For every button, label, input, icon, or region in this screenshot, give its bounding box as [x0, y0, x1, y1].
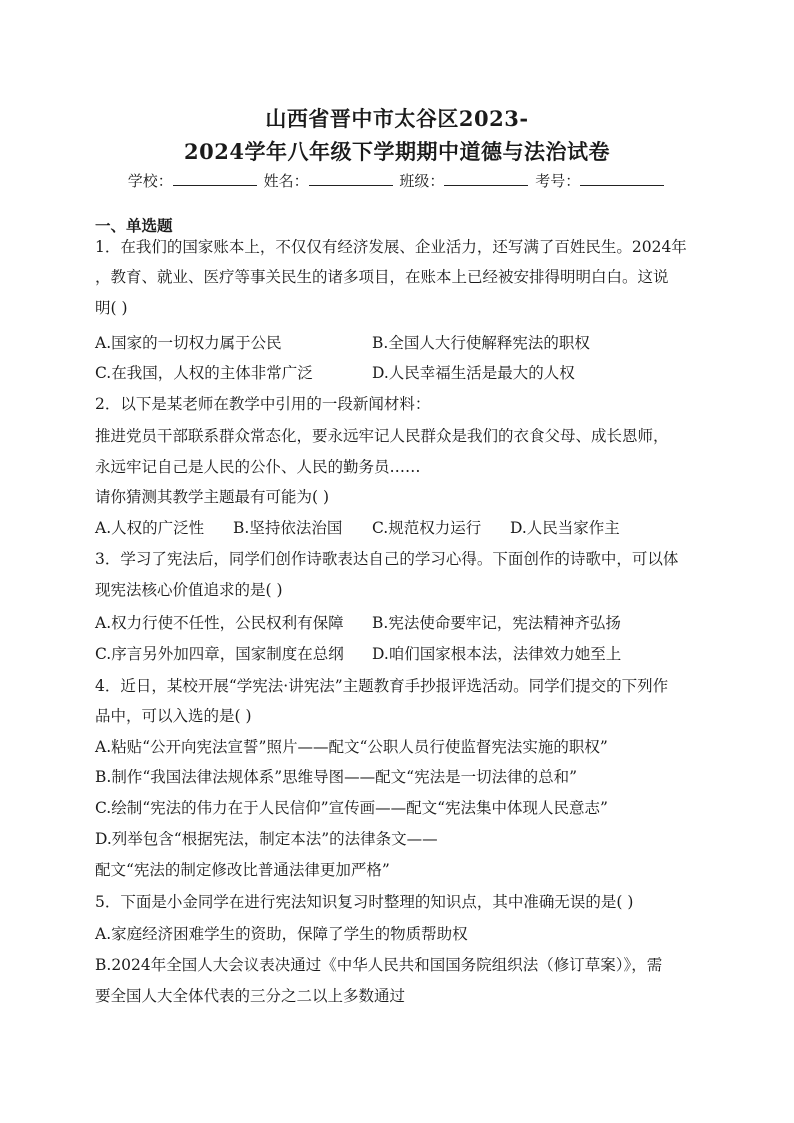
q4-option-d[interactable]: D.列举包含“根据宪法，制定本法”的法律条文——: [95, 830, 438, 848]
q1-stem-line: ，教育、就业、医疗等事关民生的诸多项目，在账本上已经被安排得明明白白。这说: [95, 268, 669, 286]
student-info-row: [0, 170, 794, 191]
q4-stem-line: 4．近日，某校开展“学宪法·讲宪法”主题教育手抄报评选活动。同学们提交的下列作: [95, 677, 669, 695]
q3-stem-line: 3．学习了宪法后，同学们创作诗歌表达自己的学习心得。下面创作的诗歌中，可以体: [95, 550, 679, 568]
school-blank[interactable]: [173, 171, 257, 186]
q2-option-b[interactable]: B.坚持依法治国: [233, 519, 343, 537]
q2-option-a[interactable]: A.人权的广泛性: [95, 519, 205, 537]
q1-stem-line: 1．在我们的国家账本上，不仅仅有经济发展、企业活力，还写满了百姓民生。2024年: [95, 238, 687, 256]
q4-option-a[interactable]: A.粘贴“公开向宪法宣誓”照片——配文“公职人员行使监督宪法实施的职权”: [95, 738, 608, 756]
name-blank[interactable]: [309, 171, 393, 186]
q3-option-c[interactable]: C.序言另外加四章，国家制度在总纲: [95, 645, 344, 663]
name-label: 姓名：: [263, 172, 309, 190]
q3-option-a[interactable]: A.权力行使不任性，公民权利有保障: [95, 614, 344, 632]
q4-option-b[interactable]: B.制作“我国法律法规体系”思维导图——配文“宪法是一切法律的总和”: [95, 768, 578, 786]
class-label: 班级：: [399, 172, 445, 190]
q5-option-b-continued: 要全国人大全体代表的三分之二以上多数通过: [95, 987, 406, 1005]
q4-option-c[interactable]: C.绘制“宪法的伟力在于人民信仰”宣传画——配文“宪法集中体现人民意志”: [95, 799, 608, 817]
q1-stem-line: 明( ): [95, 299, 128, 317]
q4-stem-line: 品中，可以入选的是( ): [95, 707, 252, 725]
exam-title-line-1: 山西省晋中市太谷区2023-: [265, 106, 529, 131]
q1-option-b[interactable]: B.全国人大行使解释宪法的职权: [372, 334, 590, 352]
section-heading: 一、单选题: [95, 216, 173, 235]
q5-stem-line: 5．下面是小金同学在进行宪法知识复习时整理的知识点，其中准确无误的是( ): [95, 893, 634, 911]
exam-number-blank[interactable]: [580, 171, 664, 186]
q5-option-b[interactable]: B.2024年全国人大会议表决通过《中华人民共和国国务院组织法（修订草案）》，需: [95, 956, 663, 974]
exam-title-line-2: 2024学年八年级下学期期中道德与法治试卷: [184, 139, 610, 164]
q5-option-a[interactable]: A.家庭经济困难学生的资助，保障了学生的物质帮助权: [95, 925, 468, 943]
class-blank[interactable]: [444, 171, 528, 186]
q3-option-d[interactable]: D.咱们国家根本法，法律效力她至上: [372, 645, 622, 663]
exam-number-label: 考号：: [535, 172, 581, 190]
q3-stem-line: 现宪法核心价值追求的是( ): [95, 581, 283, 599]
q1-option-a[interactable]: A.国家的一切权力属于公民: [95, 334, 282, 352]
school-label: 学校：: [127, 172, 173, 190]
q2-stem-line: 永远牢记自己是人民的公仆、人民的勤务员……: [95, 458, 421, 476]
q2-option-c[interactable]: C.规范权力运行: [372, 519, 482, 537]
q1-option-d[interactable]: D.人民幸福生活是最大的人权: [372, 364, 575, 382]
q1-option-c[interactable]: C.在我国，人权的主体非常广泛: [95, 364, 313, 382]
q2-stem-line: 请你猜测其教学主题最有可能为( ): [95, 488, 330, 506]
q2-stem-line: 2．以下是某老师在教学中引用的一段新闻材料：: [95, 395, 431, 413]
q2-stem-line: 推进党员干部联系群众常态化，要永远牢记人民群众是我们的衣食父母、成长恩师，: [95, 427, 669, 445]
q4-option-d-continued: 配文“宪法的制定修改比普通法律更加严格”: [95, 861, 390, 879]
q3-option-b[interactable]: B.宪法使命要牢记，宪法精神齐弘扬: [372, 614, 621, 632]
q2-option-d[interactable]: D.人民当家作主: [510, 519, 620, 537]
